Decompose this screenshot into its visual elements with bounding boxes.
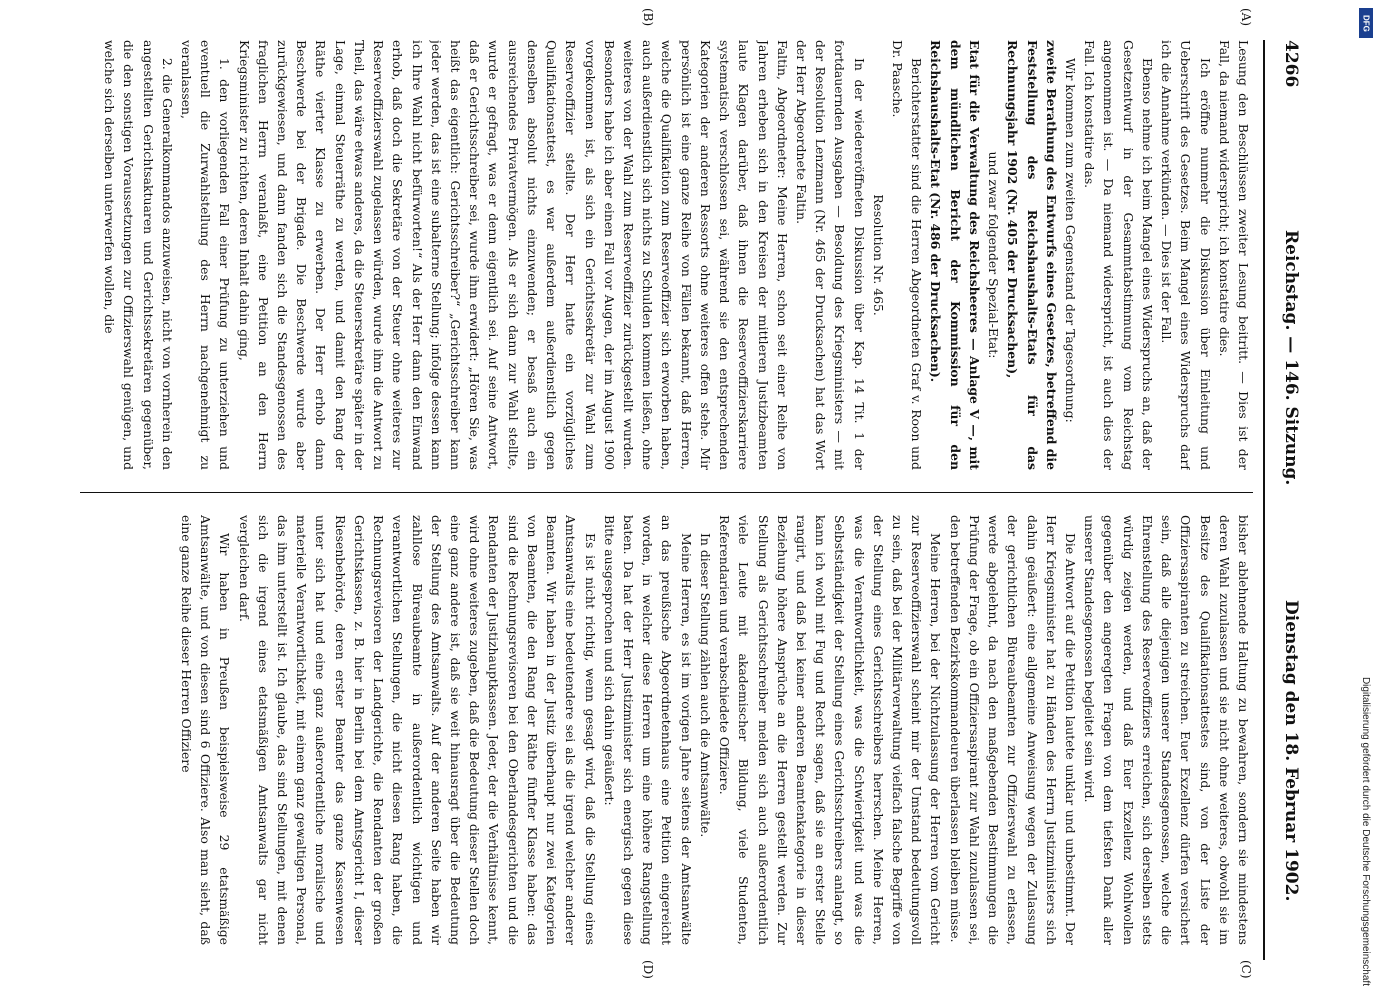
paragraph: Ich eröffne nunmehr die Diskussion über Einleitung und Ueberschrift des Gesetzes. Beim Mangel eines Widerspruchs darf ich die Annahme verkünden. — Dies ist der Fall. bbox=[1159, 40, 1213, 470]
digitization-side-strip bbox=[1355, 0, 1377, 1000]
paragraph: Etat für die Verwaltung des Reichsheeres — Anlage V —, mit dem mündlichen Bericht der Kommission für den Reichshaushalts-Etat (Nr. 486 der Drucksachen). bbox=[928, 40, 982, 470]
right-text-column bbox=[80, 515, 1253, 945]
paragraph: Meine Herren, bei der Nichtzulassung der Herren vom Gericht zur Reserveoffizierswahl scheint mir der Umstand bedeutungsvoll zu sein, daß bei der Militärverwaltung vielfach falsche Begriffe von der Stellung eines Gerichtsschreibers herrschen. Meine Herren, was die Verantwortlichkeit, was die Schwierigkeit und was die Selbstständigkeit der Stellung eines Gerichtsschreibers anlangt, so kann ich wohl mit Fug und Recht sagen, daß sie an erster Stelle rangirt, und daß bei keiner anderen Beamtenkategorie in dieser Beziehung höhere Ansprüche an die Herren gestellt werden. Zur Stellung als Gerichtsschreiber melden sich auch außerordentlich viele Leute mit akademischer Bildung, viele Studenten, Referendarien und verabschiedete Offiziere. bbox=[717, 515, 944, 945]
digitization-note: Digitalisierung gefördert durch die Deutsche Forschungsgemeinschaft bbox=[1360, 676, 1372, 986]
paragraph: Faltin, Abgeordneter: Meine Herren, schon seit einer Reihe von Jahren erheben sich in den Kreisen der mittleren Justizbeamten laute Klagen darüber, daß ihnen die Reserveoffizierskarriere systematisch verschlossen sei, während sie den entsprechenden Kategorien der anderen Ressorts ohne weiteres offen stehe. Mir persönlich ist eine ganze Reihe von Fällen bekannt, daß Herren, welche die Qualifikation zum Reserveoffizier sich erworben haben, auch außerdienstlich sich nichts zu Schulden kommen ließen, ohne weiteres von der Wahl zum Reserveoffizier zurückgestellt wurden. Besonders habe ich aber einen Fall vor Augen, der im August 1900 vorgekommen ist, als sich ein Gerichtssekretär zur Wahl zum Reserveoffizier stellte. Der Herr hatte ein vorzügliches Qualifikationsattest, es war außerdem außerdienstlich gegen denselben absolut nichts einzuwenden; er besaß auch ein ausreichendes Privatvermögen. Als er sich dann zur Wahl stellte, wurde er gefragt, was er denn eigentlich sei. Auf seine Antwort, daß er Gerichtsschreiber sei, wurde ihm erwidert: „Hören Sie, was heißt das eigentlich: Gerichtsschreiber?“ „Gerichtsschreiber kann jeder werden, das ist eine subalterne Stellung; infolge dessen kann ich Ihre Wahl nicht befürworten!“ Als der Herr dann den Einwand erhob, daß doch die Sekretäre von der Steuer ohne weiteres zur Reserveoffizierswahl zugelassen würden, wurde ihm die Antwort zu Theil, das wäre etwas anderes, da die Steuersekretäre später in der Lage, einmal Steuerräthe zu werden, und damit den Rang der Räthe vierter Klasse zu erwerben. Der Herr erhob dann Beschwerde bei der Brigade. Die Beschwerde wurde aber zurückgewiesen, und dann fanden sich die Standesgenossen des fraglichen Herrn veranlaßt, eine Petition an den Herrn Kriegsminister zu richten, deren Inhalt dahin ging, bbox=[236, 40, 790, 470]
paragraph: Ebenso nehme ich beim Mangel eines Widerspruchs an, daß der Gesetzentwurf in der Gesammtabstimmung vom Reichstag angenommen ist. — Da niemand widerspricht, ist auch dies der Fall. Ich konstatire das. bbox=[1082, 40, 1155, 470]
header-right-date: Dienstag den 18. Februar 1902. bbox=[1281, 600, 1301, 902]
paragraph: zweite Berathung des Entwurfs eines Gesetzes, betreffend die Feststellung des Reichshaushalts-Etats für das Rechnungsjahr 1902 (Nr. 405 der Drucksachen), bbox=[1005, 40, 1059, 470]
paragraph: Die Antwort auf die Petition lautete unklar und unbestimmt. Der Herr Kriegsminister hat zu Händen des Herrn Justizministers sich dahin geäußert: eine allgemeine Anweisung wegen der Zulassung der gerichtlichen Büreaubeamten zur Offizierswahl zu erlassen, werde abgelehnt, da nach den maßgebenden Bestimmungen die Prüfung der Frage, ob ein Offiziersaspirant zur Wahl zuzulassen sei, den betreffenden Bezirkskommandeuren überlassen bleiben müsse. bbox=[947, 515, 1079, 945]
page-header bbox=[1267, 40, 1301, 960]
column-rule bbox=[80, 492, 1253, 493]
page-number: 4266 bbox=[1281, 40, 1301, 88]
paragraph: und zwar folgender Spezial-Etat: bbox=[986, 151, 1002, 359]
paragraph: Berichterstatter sind die Herren Abgeordneten Graf v. Roon und Dr. Paasche. bbox=[890, 40, 925, 470]
margin-letter-b: (B) bbox=[641, 8, 655, 27]
paragraph: Wir kommen zum zweiten Gegenstand der Tagesordnung: bbox=[1063, 58, 1079, 423]
paragraph: In dieser Stellung zählen auch die Amtsanwälte. bbox=[697, 533, 713, 838]
left-text-column bbox=[80, 40, 1253, 470]
paragraph: Wir haben in Preußen beispielsweise 29 etatsmäßige Amtsanwälte, und von diesen sind 6 Offiziere. Also man sieht, daß eine ganze Reihe dieser Herren Offiziere bbox=[178, 515, 233, 945]
paragraph: Meine Herren, es ist im vorigen Jahre seitens der Amtsanwälte an das preußische Abgeordnetenhaus eine Petition eingereicht worden, in welcher diese Herren um eine höhere Rangstellung baten. Da hat der Herr Justizminister sich energisch gegen diese Bitte ausgesprochen und sich dahin geäußert: bbox=[601, 515, 694, 945]
header-left-title: Reichstag. — 146. Sitzung. bbox=[1281, 230, 1301, 486]
paragraph: 1. den vorliegenden Fall einer Prüfung zu unterziehen und eventuell die Zurwahlstellung des Herrn nachgenehmigt zu veranlassen, bbox=[178, 40, 233, 470]
document-page bbox=[50, 0, 1315, 990]
margin-letter-a: (A) bbox=[1239, 8, 1253, 27]
paragraph: Resolution Nr. 465. bbox=[870, 194, 886, 316]
paragraph: 2. die Generalkommandos anzuweisen, nicht von vornherein den angestellten Gerichtsaktuaren und Gerichtssekretären gegenüber, die den sonstigen Voraussetzungen zur Offizierswahl genügen, und welche sich derselben unterwerfen wollen, die bbox=[102, 40, 175, 470]
paragraph: Lesung den Beschlüssen zweiter Lesung beitritt. — Dies ist der Fall, da niemand widerspricht; ich konstatire dies. bbox=[1216, 40, 1251, 470]
dfg-logo-icon: DFG bbox=[1359, 8, 1373, 38]
header-rule bbox=[1263, 40, 1265, 960]
paragraph: Es ist nicht richtig, wenn gesagt wird, daß die Stellung eines Amtsanwalts eine bedeutendere sei als die irgend welcher anderer Beamten. Wir haben in der Justiz überhaupt nur zwei Kategorien von Beamten, die den Rang der Räthe fünfter Klasse haben: das sind die Rechnungsrevisoren bei den Oberlandesgerichten und die Rendanten der Justizhauptkassen. Jeder, der die Verhältnisse kennt, wird ohne weiteres zugeben, daß die Bedeutung dieser Stellen doch eine ganz andere ist, daß sie weit hinausragt über die Bedeutung der Stellung des Amtsanwalts. Auf der anderen Seite haben wir zahllose Büreaubeamte in außerordentlich wichtigen und verantwortlichen Stellungen, die nicht diesen Rang haben, die Rechnungsrevisoren der Landgerichte, die Rendanten der großen Gerichtskassen, z. B. hier in Berlin bei dem Amtsgericht I, dieser Riesenbehörde, deren erster Beamter das ganze Kassenwesen unter sich hat und eine ganz außerordentliche moralische und materielle Verantwortlichkeit, mit einem ganz gewaltigen Personal, das ihm unterstellt ist. Ich glaube, das sind Stellungen, mit denen sich die irgend eines etatsmäßigen Amtsanwalts gar nicht vergleichen darf. bbox=[236, 515, 598, 945]
margin-letter-c: (C) bbox=[1239, 960, 1253, 979]
margin-letter-d: (D) bbox=[641, 960, 655, 979]
paragraph: bisher ablehnende Haltung zu bewahren, sondern sie mindestens deren Wahl zuzulassen und sie nicht ohne weiteres, obwohl sie im Besitze des Qualifikationsattestes sind, von der Liste der Offiziersaspiranten zu streichen. Euer Exzellenz dürfen versichert sein, daß alle diejenigen unserer Standesgenossen, welche die Ehrenstellung des Reserveoffiziers erreichen, sich derselben stets würdig zeigen werden, und daß Euer Exzellenz Wohlwollen gegenüber den angeregten Fragen von dem tiefsten Dank aller unserer Standesgenossen begleitet sein wird. bbox=[1082, 515, 1251, 945]
paragraph: In der wiedereröffneten Diskussion über Kap. 14 Tit. 1 der fortdauernden Ausgaben — Besoldung des Kriegsministers — mit der Resolution Lenzmann (Nr. 465 der Drucksachen) hat das Wort der Herr Abgeordnete Faltin. bbox=[793, 40, 867, 470]
